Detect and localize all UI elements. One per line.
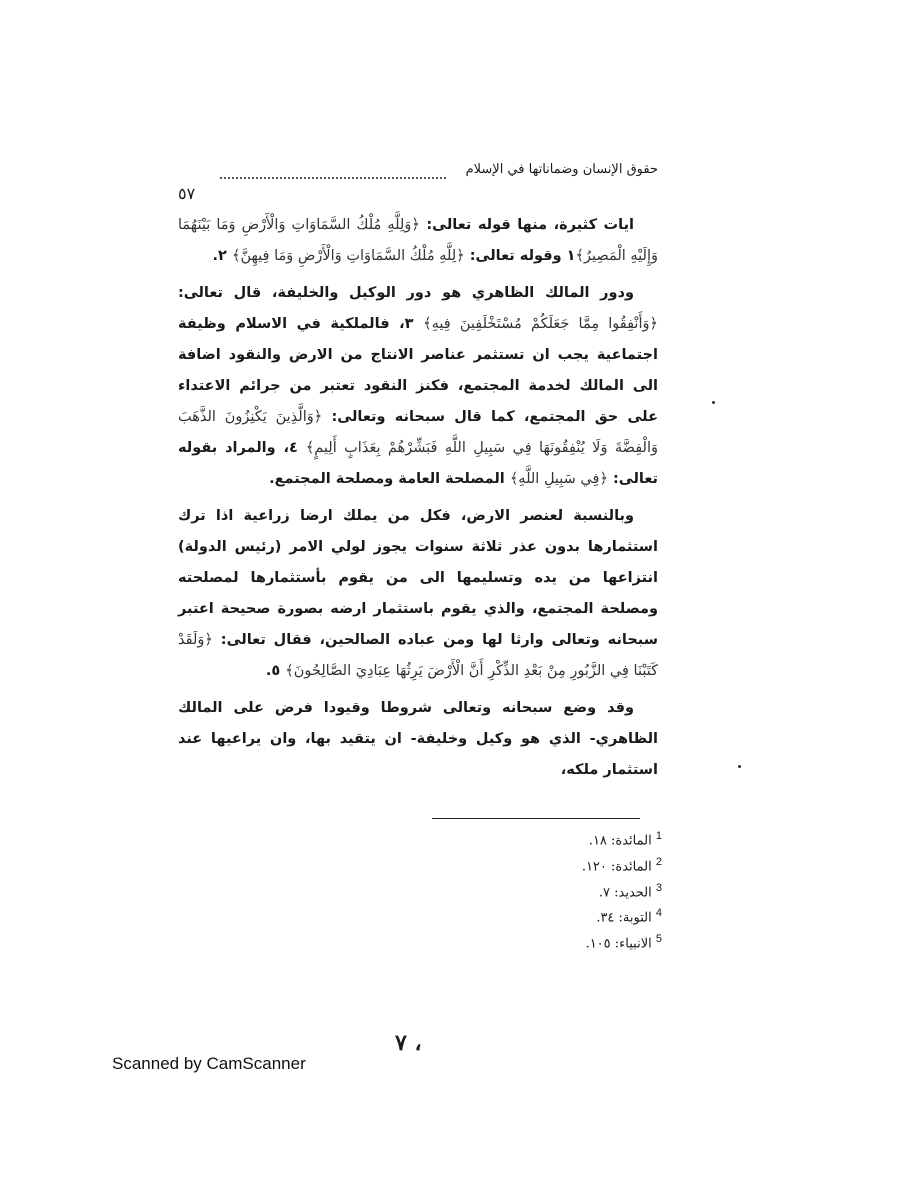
paragraph-text: وبالنسبة لعنصر الارض، فكل من يملك ارضا زراعية اذا ترك استثمارها بدون عذر ثلاثة سنوات يجوز لولي الامر (رئيس الدولة) انتزاعها من يده وتسليمها الى من يقوم بأستثمارها لمصلحته ومصلحة المجتمع، والذي يقوم باستثمار ارضه بصورة صحيحة اعتبر سبحانه وتعالى وارثا لها ومن عباده الصالحين، فقال تعالى:: [178, 508, 658, 648]
footnote-number: 3: [655, 881, 662, 894]
paragraph: [178, 278, 658, 495]
footnote-text: الانبياء: ١٠٥.: [585, 936, 652, 952]
body-text: [178, 210, 658, 792]
page-number: ٥٧: [178, 184, 196, 203]
paragraph: [178, 693, 658, 786]
quran-verse: ﴿لِلَّهِ مُلْكُ السَّمَاوَاتِ وَالْأَرْضِ وَمَا فِيهِنَّ﴾: [231, 248, 465, 264]
paragraph-text: ايات كثيرة، منها قوله تعالى:: [419, 217, 634, 233]
footnote-item: [462, 929, 662, 955]
paragraph-text: وقد وضع سبحانه وتعالى شروطا وقيودا فرض على المالك الظاهري- الذي هو وكيل وخليفة- ان يتقيد بها، وان يراعيها عند استثمار ملكه،: [178, 700, 658, 778]
footnote-number: 4: [655, 907, 662, 920]
scan-speck: [712, 401, 715, 404]
running-title: حقوق الإنسان وضماناتها في الإسلام: [465, 162, 658, 177]
paragraph-text: ١ وقوله تعالى:: [464, 248, 576, 264]
quran-verse: ﴿وَالَّذِينَ يَكْنِزُونَ الذَّهَبَ وَالْفِضَّةَ وَلَا يُنْفِقُونَهَا فِي سَبِيلِ اللَّهِ فَبَشِّرْهُمْ بِعَذَابٍ أَلِيمٍ﴾: [178, 409, 658, 456]
paragraph-text: المصلحة العامة ومصلحة المجتمع.: [269, 471, 510, 487]
footnote-text: التوبة: ٣٤.: [596, 910, 652, 926]
paragraph-text: ٥.: [265, 663, 286, 679]
footnote-text: المائدة: ١٨.: [588, 833, 652, 849]
bottom-page-mark: ٧ ،: [395, 1030, 422, 1056]
footnote-item: [462, 852, 662, 878]
header-dotted-leader: [220, 177, 446, 179]
footnote-text: المائدة: ١٢٠.: [581, 859, 652, 875]
paragraph-text: ودور المالك الظاهري هو دور الوكيل والخليفة، قال تعالى:: [178, 285, 634, 301]
paragraph-text: ٢.: [212, 248, 232, 264]
quran-verse: ﴿وَلَقَدْ كَتَبْنَا فِي الزَّبُورِ مِنْ بَعْدِ الذِّكْرِ أَنَّ الْأَرْضَ يَرِثُهَا عِبَادِيَ الصَّالِحُونَ﴾: [178, 632, 658, 679]
paragraph-text: ٣، فالملكية في الاسلام وظيفة اجتماعية يجب ان تستثمر عناصر الانتاج من الارض والنقود اضافة الى المالك لخدمة المجتمع، فكنز النقود تعتبر من جرائم الاعتداء على حق المجتمع، كما قال سبحانه وتعالى:: [178, 316, 658, 425]
quran-verse: ﴿وَلِلَّهِ مُلْكُ السَّمَاوَاتِ وَالْأَرْضِ وَمَا بَيْنَهُمَا وَإِلَيْهِ الْمَصِيرُ﴾: [178, 217, 658, 264]
paragraph: [178, 210, 658, 272]
footnote-text: الحديد: ٧.: [598, 884, 652, 900]
footnote-item: [462, 903, 662, 929]
quran-verse: ﴿وَأَنْفِقُوا مِمَّا جَعَلَكُمْ مُسْتَخْلَفِينَ فِيهِ﴾: [423, 316, 658, 332]
footnote-number: 5: [655, 933, 662, 946]
scanner-watermark: Scanned by CamScanner: [112, 1054, 306, 1073]
footnote-separator: [432, 818, 640, 819]
footnote-item: [462, 826, 662, 852]
scan-speck: [738, 765, 741, 768]
quran-verse: ﴿فِي سَبِيلِ اللَّهِ﴾: [509, 471, 608, 487]
running-header: [178, 160, 658, 203]
footnote-item: [462, 878, 662, 904]
paragraph-text: ٤، والمراد بقوله تعالى:: [178, 440, 658, 487]
footnote-number: 1: [655, 830, 662, 842]
footnotes: [462, 826, 662, 955]
footnote-number: 2: [655, 855, 662, 868]
paragraph: [178, 501, 658, 687]
